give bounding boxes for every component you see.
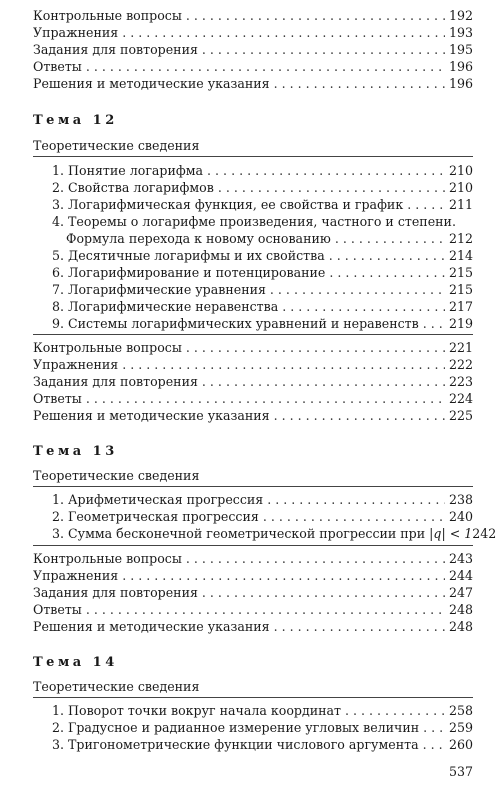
toc-entry: Контрольные вопросы . . . 192 bbox=[33, 8, 473, 25]
toc-entry: Задания для повторения . . . 195 bbox=[33, 42, 473, 59]
toc-entry: 3. Тригонометрические функции числового аргумента . . . 260 bbox=[52, 737, 473, 754]
topic-heading: Тема 12 bbox=[33, 113, 118, 128]
toc-entry: Ответы . . . 196 bbox=[33, 59, 473, 76]
divider bbox=[33, 697, 473, 698]
toc-entry: Ответы . . . 224 bbox=[33, 391, 473, 408]
toc-entry: 4. Теоремы о логарифме произведения, частного и степени. bbox=[52, 214, 456, 229]
toc-entry: 1. Поворот точки вокруг начала координат . . . 258 bbox=[52, 703, 473, 720]
toc-entry: 8. Логарифмические неравенства . . . 217 bbox=[52, 299, 473, 316]
toc-entry: Решения и методические указания . . . 196 bbox=[33, 76, 473, 93]
toc-entry: Упражнения . . . 193 bbox=[33, 25, 473, 42]
toc-entry: Упражнения . . . 222 bbox=[33, 357, 473, 374]
toc-entry: 2. Свойства логарифмов . . . 210 bbox=[52, 180, 473, 197]
section-title: Теоретические сведения bbox=[33, 468, 200, 483]
toc-entry: Задания для повторения . . . 247 bbox=[33, 585, 473, 602]
section-title: Теоретические сведения bbox=[33, 679, 200, 694]
toc-entry: 6. Логарифмирование и потенцирование . . . 215 bbox=[52, 265, 473, 282]
toc-entry: 9. Системы логарифмических уравнений и неравенств . . . 219 bbox=[52, 316, 473, 333]
toc-entry: 2. Геометрическая прогрессия . . . 240 bbox=[52, 509, 473, 526]
toc-entry: 1. Арифметическая прогрессия . . . 238 bbox=[52, 492, 473, 509]
divider bbox=[33, 156, 473, 157]
divider bbox=[33, 486, 473, 487]
math-condition: |q| < 1 bbox=[429, 526, 473, 541]
toc-entry-continued: Формула перехода к новому основанию . . . 212 bbox=[66, 231, 473, 248]
divider bbox=[33, 334, 473, 335]
toc-entry: 2. Градусное и радианное измерение угловых величин . . . 259 bbox=[52, 720, 473, 737]
toc-entry: Ответы . . . 248 bbox=[33, 602, 473, 619]
topic-heading: Тема 14 bbox=[33, 655, 118, 670]
toc-entry: 7. Логарифмические уравнения . . . 215 bbox=[52, 282, 473, 299]
toc-entry: Решения и методические указания . . . 225 bbox=[33, 408, 473, 425]
toc-entry: Упражнения . . . 244 bbox=[33, 568, 473, 585]
toc-entry: Решения и методические указания . . . 248 bbox=[33, 619, 473, 636]
divider bbox=[33, 545, 473, 546]
section-title: Теоретические сведения bbox=[33, 138, 200, 153]
toc-entry: 1. Понятие логарифма . . . 210 bbox=[52, 163, 473, 180]
topic-heading: Тема 13 bbox=[33, 444, 118, 459]
toc-entry: 3. Сумма бесконечной геометрической прогрессии при |q| < 1 242 bbox=[52, 526, 497, 541]
toc-entry: 5. Десятичные логарифмы и их свойства . . . 214 bbox=[52, 248, 473, 265]
toc-entry: 3. Логарифмическая функция, ее свойства и график . . . 211 bbox=[52, 197, 473, 214]
toc-entry: Контрольные вопросы . . . 221 bbox=[33, 340, 473, 357]
toc-entry: Контрольные вопросы . . . 243 bbox=[33, 551, 473, 568]
toc-entry: Задания для повторения . . . 223 bbox=[33, 374, 473, 391]
page-number: 537 bbox=[448, 764, 473, 779]
